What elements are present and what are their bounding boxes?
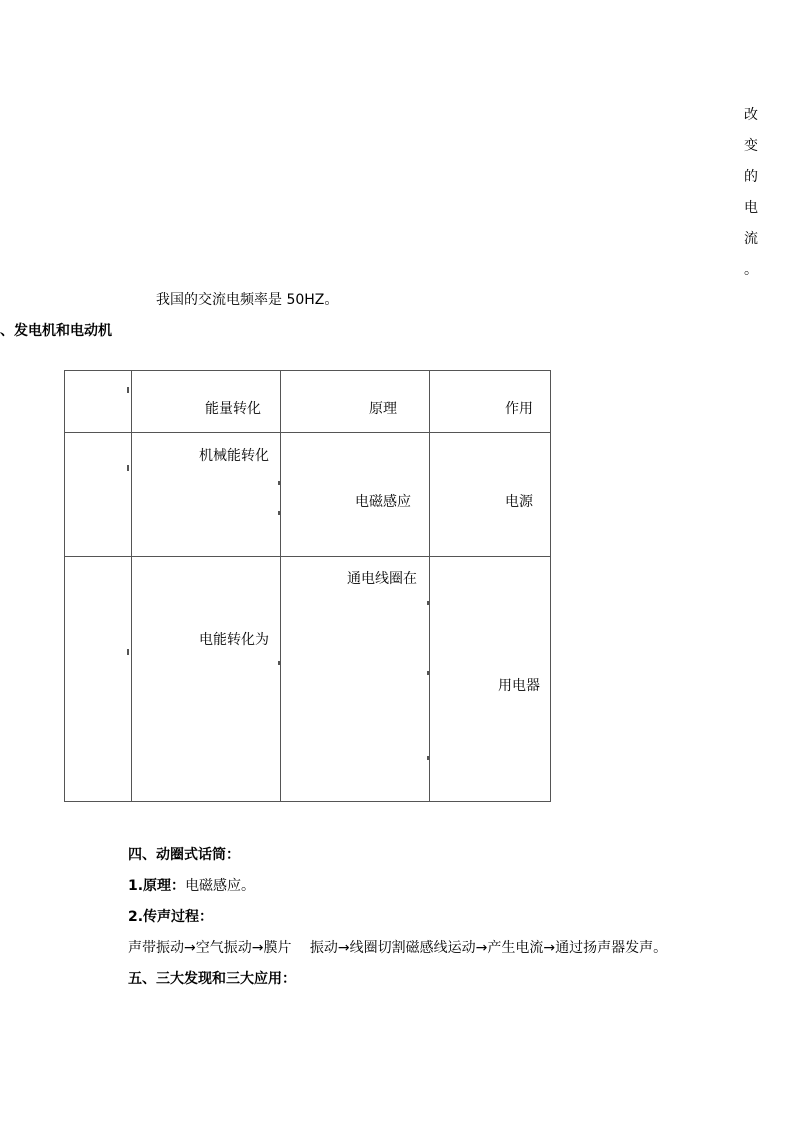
clipped-glyph-fragment [427, 756, 429, 760]
section4-item1: 1.原理：电磁感应。 [128, 878, 256, 894]
vertical-char: 电 [744, 200, 758, 216]
vertical-char: 的 [744, 169, 758, 185]
clipped-glyph-fragment [278, 511, 280, 515]
header-principle: 原理 [369, 401, 397, 417]
row1-principle: 电磁感应 [355, 494, 411, 510]
vertical-char: 。 [744, 262, 758, 278]
clipped-glyph-fragment [278, 661, 280, 665]
header-function: 作用 [505, 401, 533, 417]
section4-item2: 2.传声过程： [128, 909, 214, 925]
table-col-divider [429, 371, 430, 801]
clipped-glyph-fragment [427, 601, 429, 605]
section4-item1-text: 电磁感应。 [185, 878, 256, 894]
vertical-char: 流 [744, 231, 758, 247]
vertical-char: 变 [744, 138, 758, 154]
section5-heading: 五、三大发现和三大应用： [128, 971, 296, 987]
section4-heading: 四、动圈式话筒： [128, 847, 240, 863]
clipped-glyph-fragment [127, 649, 129, 655]
generator-motor-table [64, 370, 551, 802]
clipped-glyph-fragment [127, 465, 129, 471]
clipped-glyph-fragment [278, 481, 280, 485]
table-row-divider [65, 556, 550, 557]
table-row-divider [65, 432, 550, 433]
table-col-divider [131, 371, 132, 801]
section-heading: 、发电机和电动机 [0, 323, 112, 339]
table-col-divider [280, 371, 281, 801]
row2-principle: 通电线圈在 [347, 571, 417, 587]
row2-function: 用电器 [498, 678, 540, 694]
sound-process: 声带振动→空气振动→膜片 振动→线圈切割磁感线运动→产生电流→通过扬声器发声。 [128, 940, 668, 956]
row2-energy: 电能转化为 [199, 632, 269, 648]
clipped-glyph-fragment [127, 387, 129, 393]
row1-energy: 机械能转化 [199, 448, 269, 464]
header-energy: 能量转化 [205, 401, 261, 417]
clipped-glyph-fragment [427, 671, 429, 675]
vertical-char: 改 [744, 107, 758, 123]
frequency-line: 我国的交流电频率是 50HZ。 [156, 292, 339, 308]
row1-function: 电源 [505, 494, 533, 510]
